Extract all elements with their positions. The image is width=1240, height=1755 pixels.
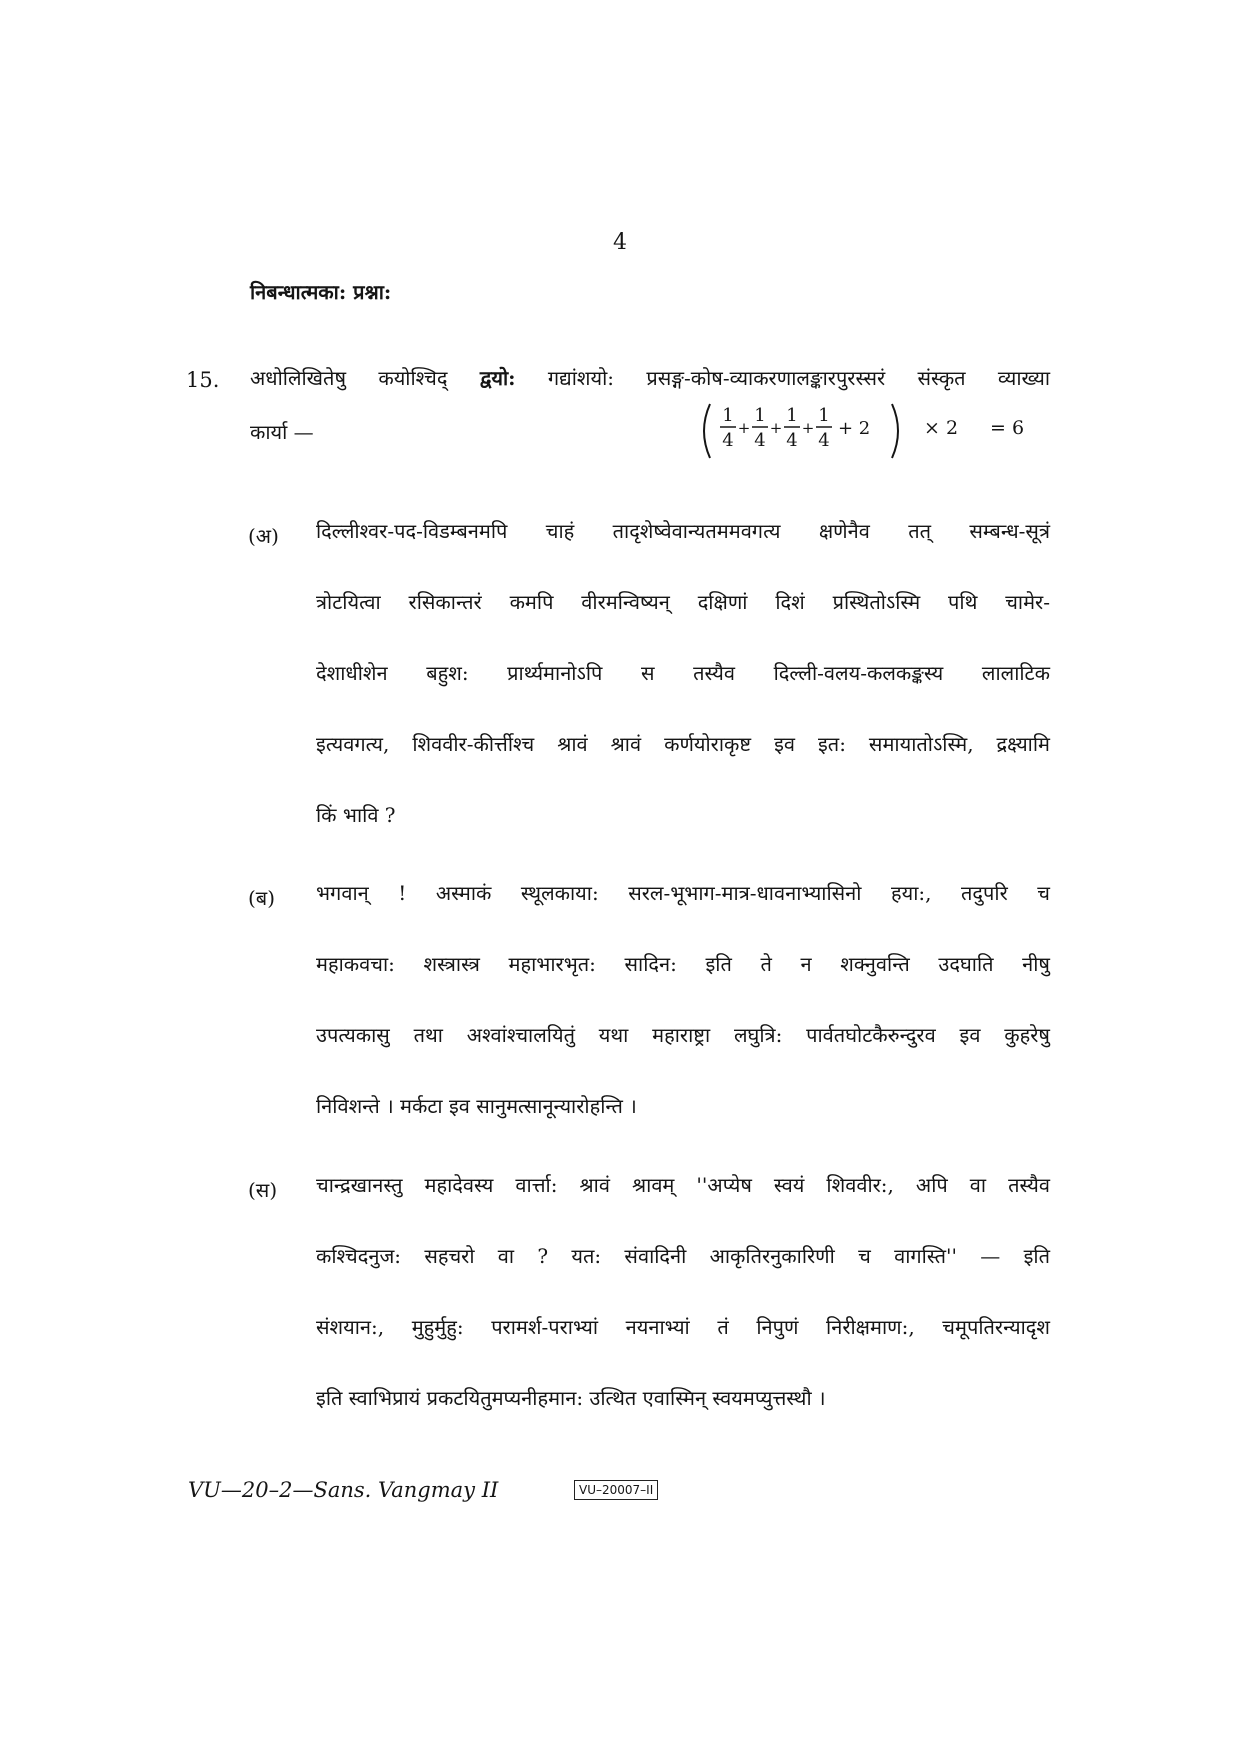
passage-c-line: संशयान:, मुहुर्मुहु: परामर्श-पराभ्यां नयनाभ्यां तं निपुणं निरीक्षमाण:, चमूपतिरन्यादृश (316, 1315, 1050, 1339)
denominator-3: 4 (786, 430, 798, 451)
passage-a-line: इत्यवगत्य, शिववीर-कीर्त्तीश्च श्रावं श्रावं कर्णयोराकृष्ट इव इत: समायातोऽस्मि, द्रक्ष्यामि (316, 732, 1050, 756)
total-marks: = 6 (990, 417, 1025, 439)
passage-c (316, 1150, 1050, 1434)
passage-b-line: महाकवचा: शस्त्रास्त्र महाभारभृत: सादिन: इति ते न शक्नुवन्ति उदघाति नीषु (316, 952, 1050, 976)
passage-a-line: देशाधीशेन बहुश: प्रार्थ्यमानोऽपि स तस्यैव दिल्ली-वलय-कलकङ्कस्य लालाटिक (316, 661, 1050, 685)
question-number: 15. (186, 368, 220, 392)
page-number: 4 (613, 230, 627, 255)
denominator-2: 4 (754, 430, 766, 451)
passage-b-line: भगवान् ! अस्माकं स्थूलकाया: सरल-भूभाग-मात्र-धावनाभ्यासिनो हया:, तदुपरि च (316, 881, 1050, 905)
passage-b-line: निविशन्ते । मर्कटा इव सानुमत्सानून्यारोहन्ति । (316, 1094, 637, 1118)
plus-two: + 2 (838, 418, 871, 439)
fraction-3 (784, 405, 800, 451)
passage-b-line: उपत्यकासु तथा अश्वांश्चालयितुं यथा महाराष्ट्रा लघुत्रि: पार्वतघोटकैरुन्दुरव इव कुहरेषु (316, 1023, 1050, 1047)
passage-a-line: त्रोटयित्वा रसिकान्तरं कमपि वीरमन्विष्यन् दक्षिणां दिशं प्रस्थितोऽस्मि पथि चामेर- (316, 590, 1050, 614)
plus-3: + (801, 419, 815, 437)
fraction-1 (720, 405, 736, 451)
instruction-bold-word: द्वयो: (479, 366, 516, 390)
numerator-3: 1 (786, 405, 798, 426)
passage-c-line: चान्द्रखानस्तु महादेवस्य वार्त्ता: श्रावं श्रावम् ''अप्येष स्वयं शिववीर:, अपि वा तस्यैव (316, 1173, 1050, 1197)
numerator-4: 1 (818, 405, 830, 426)
instruction-part-1: अधोलिखितेषु कयोश्चिद् (250, 366, 448, 390)
question-instruction (250, 364, 1050, 391)
plus-1: + (737, 419, 751, 437)
fraction-2 (752, 405, 768, 451)
left-paren (704, 404, 710, 458)
numerator-2: 1 (754, 405, 766, 426)
instruction-part-2: गद्यांशयो: प्रसङ्ग-कोष-व्याकरणालङ्कारपुरस्सरं संस्कृत व्याख्या (547, 366, 1051, 390)
passage-c-line: कश्चिदनुज: सहचरो वा ? यत: संवादिनी आकृतिरनुकारिणी च वागस्ति'' — इति (316, 1244, 1050, 1268)
passage-a-label: (अ) (248, 524, 279, 548)
passage-a-line: दिल्लीश्वर-पद-विडम्बनमपि चाहं तादृशेष्वेवान्यतममवगत्य क्षणेनैव तत् सम्बन्ध-सूत्रं (316, 519, 1050, 543)
question-instruction-end: कार्या — (250, 420, 314, 444)
passage-a (316, 496, 1050, 851)
right-paren (892, 404, 898, 458)
denominator-4: 4 (818, 430, 830, 451)
passage-c-line: इति स्वाभिप्रायं प्रकटयितुमप्यनीहमान: उत्थित एवास्मिन् स्वयमप्युत्तस्थौ । (316, 1386, 826, 1410)
footer-paper-code: VU—20–2—Sans. Vangmay II (188, 1478, 499, 1502)
passage-b-label: (ब) (248, 886, 276, 910)
marks-formula (700, 400, 1052, 462)
passage-b (316, 858, 1050, 1142)
multiplier: × 2 (924, 417, 959, 439)
fraction-4 (816, 405, 832, 451)
footer-code-box: VU–20007–II (574, 1480, 658, 1500)
passage-a-line: किं भावि ? (316, 803, 396, 827)
plus-2: + (769, 419, 783, 437)
numerator-1: 1 (722, 405, 734, 426)
section-heading: निबन्धात्मका: प्रश्ना: (250, 280, 392, 304)
passage-c-label: (स) (248, 1178, 278, 1202)
denominator-1: 4 (722, 430, 734, 451)
